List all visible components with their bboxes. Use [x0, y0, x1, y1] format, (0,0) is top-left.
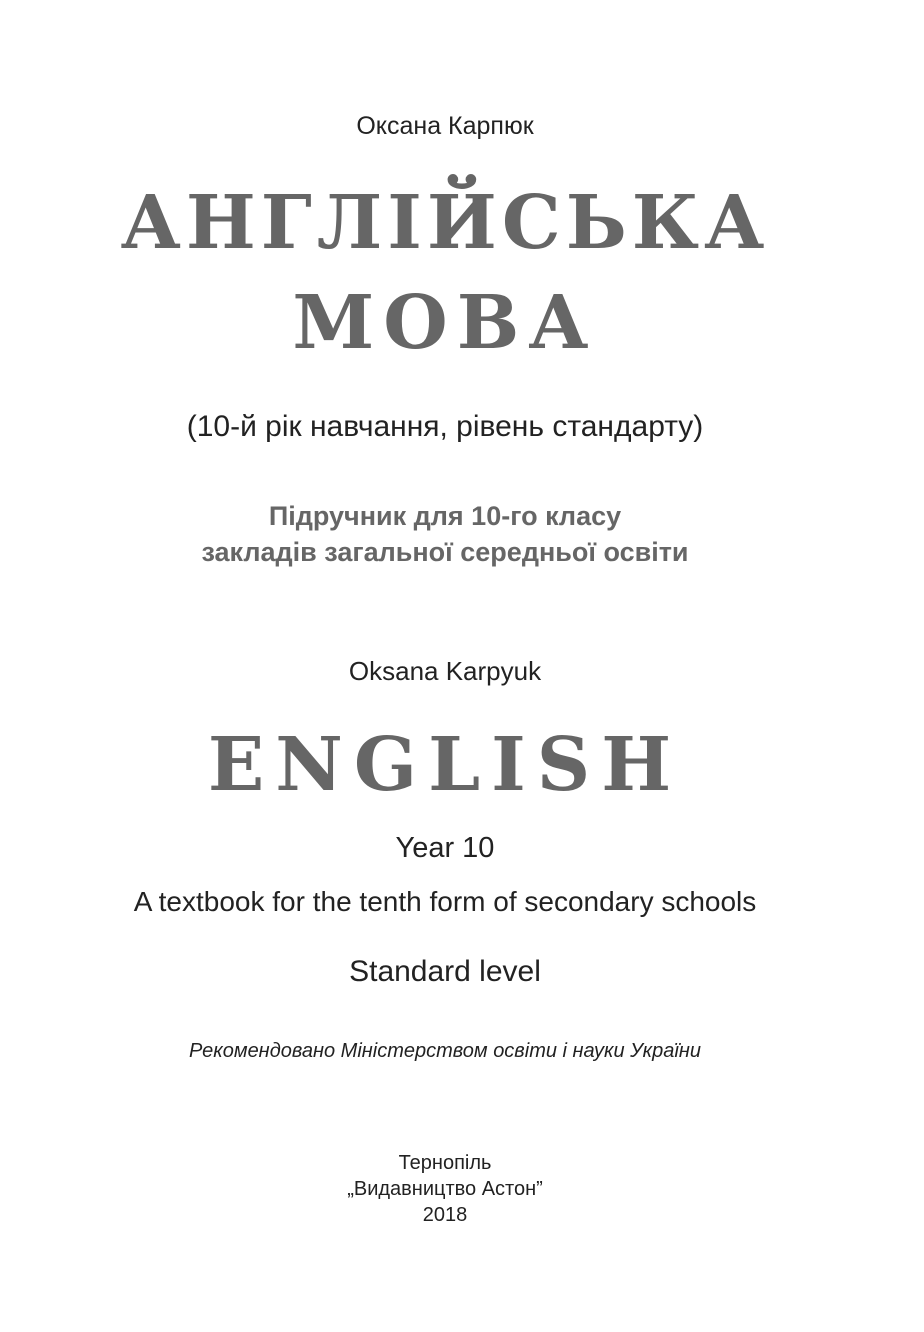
- imprint: [0, 1150, 890, 1228]
- textbook-description-english: A textbook for the tenth form of secondary schools: [133, 886, 757, 917]
- title-ukrainian-line-2: МОВА: [292, 280, 598, 366]
- description-ukrainian: [0, 498, 890, 570]
- imprint-year: 2018: [422, 1204, 468, 1226]
- year-english: Year 10: [395, 832, 495, 864]
- title-english: ENGLISH: [207, 722, 683, 808]
- subtitle-ukrainian: (10-й рік навчання, рівень стандарту): [186, 410, 704, 443]
- ministry-recommendation: Рекомендовано Міністерством освіти і науки України: [189, 1040, 701, 1062]
- title-ukrainian-line-1: АНГЛІЙСЬКА: [120, 180, 770, 266]
- level-english: Standard level: [349, 955, 541, 988]
- description-ukrainian-line-2: закладів загальної середньої освіти: [201, 537, 689, 567]
- author-ukrainian: Оксана Карпюк: [356, 112, 534, 140]
- description-ukrainian-line-1: Підручник для 10-го класу: [268, 501, 622, 531]
- imprint-publisher: „Видавництво Астон”: [347, 1178, 543, 1200]
- author-english: Oksana Karpyuk: [348, 656, 542, 686]
- imprint-city: Тернопіль: [398, 1152, 492, 1174]
